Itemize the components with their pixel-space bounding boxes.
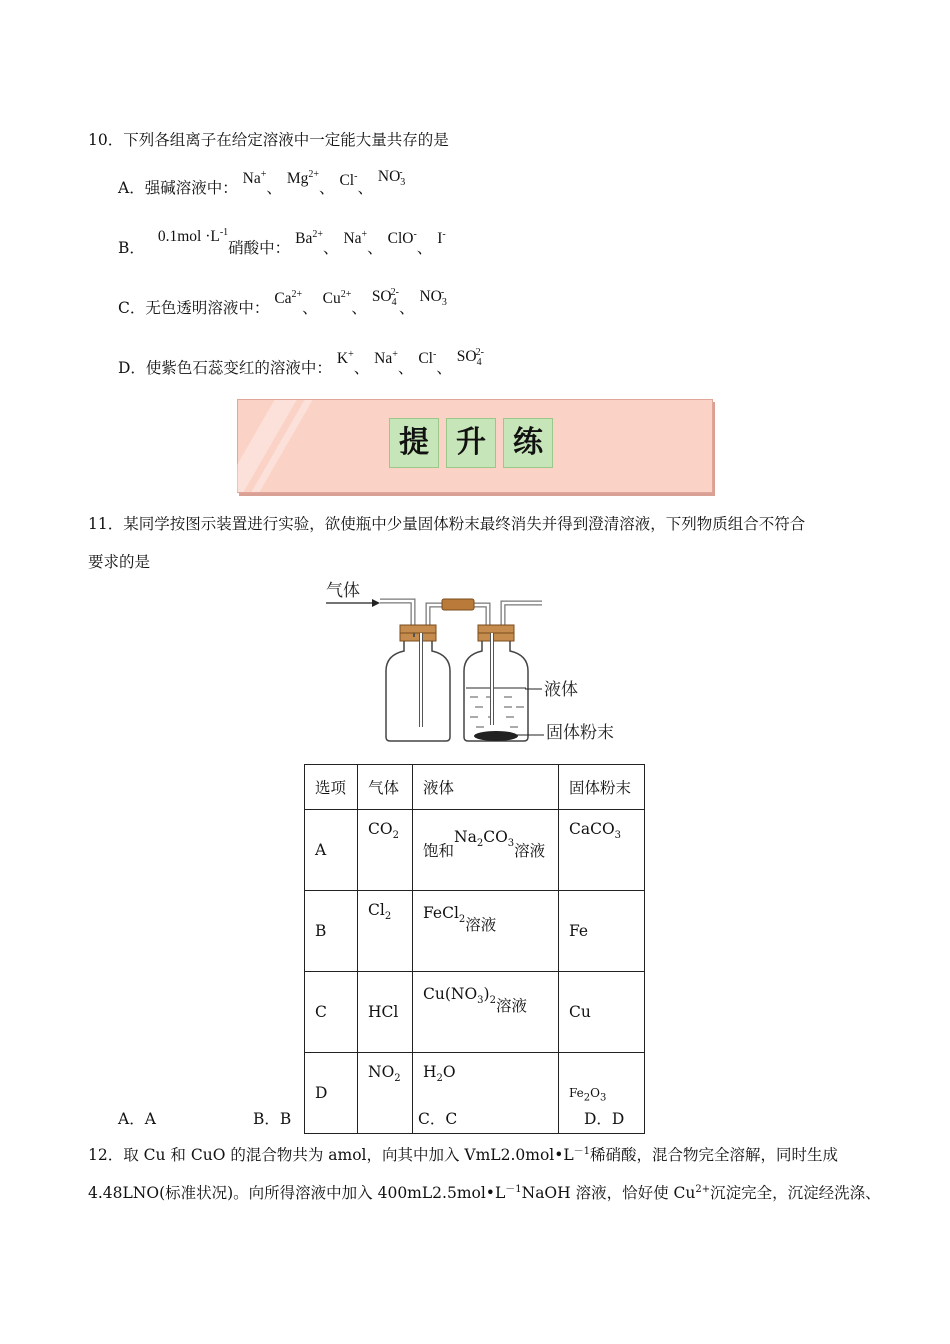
ion-clo: ClO- — [387, 228, 417, 247]
row-gas: $NO_2$ — [358, 1053, 413, 1134]
ion-cu: $Cu^{2+}$ — [322, 288, 352, 307]
q10-stem: 10．下列各组离子在给定溶液中一定能大量共存的是 — [88, 131, 449, 149]
row-liquid: FeCl$_2$溶液 — [413, 891, 559, 972]
ion-i: I- — [437, 228, 446, 247]
row-solid: Cu — [559, 972, 645, 1053]
q12-line2: 4.48LNO(标准状况)。向所得溶液中加入 $400mL2.5mol•L^{-1}NaOH$ 溶液，恰好使 $Cu^{2+}$沉淀完全，沉淀经洗涤、 — [88, 1183, 881, 1202]
q10-option-b: B． $0.1mol \cdot L^{-1}$硝酸中： $Ba^{2+}$、 Na+、 ClO-、 I- — [118, 226, 446, 257]
q12-line1: 12．取 Cu 和 CuO 的混合物共为 amol，向其中加入 $VmL2.0mol•L^{-1}$稀硝酸，混合物完全溶解，同时生成 — [88, 1145, 839, 1164]
row-gas: HCl — [358, 972, 413, 1053]
ion-ca: $Ca^{2+}$ — [274, 288, 303, 307]
header-option: 选项 — [305, 765, 358, 810]
row-option: C — [305, 972, 358, 1053]
row-option: A — [305, 810, 358, 891]
choice-d: D．D — [584, 1110, 625, 1128]
option-d-label: D．使紫色石蕊变红的溶液中： — [118, 359, 332, 377]
ion-na: Na+ — [242, 168, 267, 187]
options-table — [304, 764, 645, 1134]
apparatus-figure — [320, 575, 640, 750]
row-gas: $CO_2$ — [358, 810, 413, 891]
table-row — [305, 891, 645, 972]
table-header-row — [305, 765, 645, 810]
ion-so4: $SO_4^{2-}$ — [371, 286, 399, 309]
row-gas: $Cl_2$ — [358, 891, 413, 972]
option-b-label: B． — [118, 239, 145, 257]
powder-label: 固体粉末 — [546, 723, 614, 743]
row-solid: $Fe_2O_3$ — [559, 1053, 645, 1134]
banner-char-2: 升 — [446, 418, 496, 468]
ion-ba: $Ba^{2+}$ — [295, 228, 323, 247]
q11-stem-line1: 11．某同学按图示装置进行实验，欲使瓶中少量固体粉末最终消失并得到澄清溶液，下列物质组合不符合 — [88, 515, 806, 533]
ion-cl: Cl- — [418, 348, 437, 367]
ion-k: K+ — [336, 348, 354, 367]
choice-a: A．A — [118, 1110, 156, 1128]
row-liquid: $H_2O$ — [413, 1053, 559, 1134]
ion-na: Na+ — [343, 228, 368, 247]
choice-b: B．B — [253, 1110, 292, 1128]
q10-option-a: A．强碱溶液中： Na+、 $Mg^{2+}$、 Cl-、 $NO_3^-$ — [118, 166, 406, 197]
conc-01: $0.1mol \cdot L^{-1}$ — [157, 226, 229, 245]
ion-no3: $NO_3^-$ — [377, 166, 406, 189]
q10-option-d: D．使紫色石蕊变红的溶液中： K+、 Na+、 Cl-、 $SO_4^{2-}$ — [118, 346, 484, 377]
row-liquid: 饱和$Na_2CO_3$溶液 — [413, 810, 559, 891]
ion-mg: $Mg^{2+}$ — [286, 168, 319, 187]
row-solid: Fe — [559, 891, 645, 972]
ion-so4: $SO_4^{2-}$ — [456, 346, 484, 369]
banner-char-3: 练 — [503, 418, 553, 468]
option-a-label: A．强碱溶液中： — [118, 179, 238, 197]
table-row — [305, 972, 645, 1053]
gas-label: 气体 — [326, 581, 360, 601]
q11-stem-line2: 要求的是 — [88, 553, 151, 571]
banner-char-1: 提 — [389, 418, 439, 468]
ion-no3: $NO_3^-$ — [419, 286, 447, 309]
q10-option-c: C．无色透明溶液中： $Ca^{2+}$、 $Cu^{2+}$、 $SO_4^{2-}$、 $NO_3^-$ — [118, 286, 447, 317]
header-gas: 气体 — [358, 765, 413, 810]
option-c-label: C．无色透明溶液中： — [118, 299, 270, 317]
row-option: B — [305, 891, 358, 972]
row-solid: CaCO$_3$ — [559, 810, 645, 891]
ion-cl: Cl- — [339, 170, 358, 189]
nitric-acid-label: 硝酸中： — [228, 239, 291, 257]
header-solid: 固体粉末 — [559, 765, 645, 810]
choice-c: C．C — [418, 1110, 458, 1128]
table-row — [305, 810, 645, 891]
liquid-label: 液体 — [544, 680, 578, 700]
row-liquid: $Cu(NO_3)_2$溶液 — [413, 972, 559, 1053]
ion-na: Na+ — [374, 348, 398, 367]
row-option: D — [305, 1053, 358, 1134]
section-banner — [237, 399, 713, 493]
header-liquid: 液体 — [413, 765, 559, 810]
